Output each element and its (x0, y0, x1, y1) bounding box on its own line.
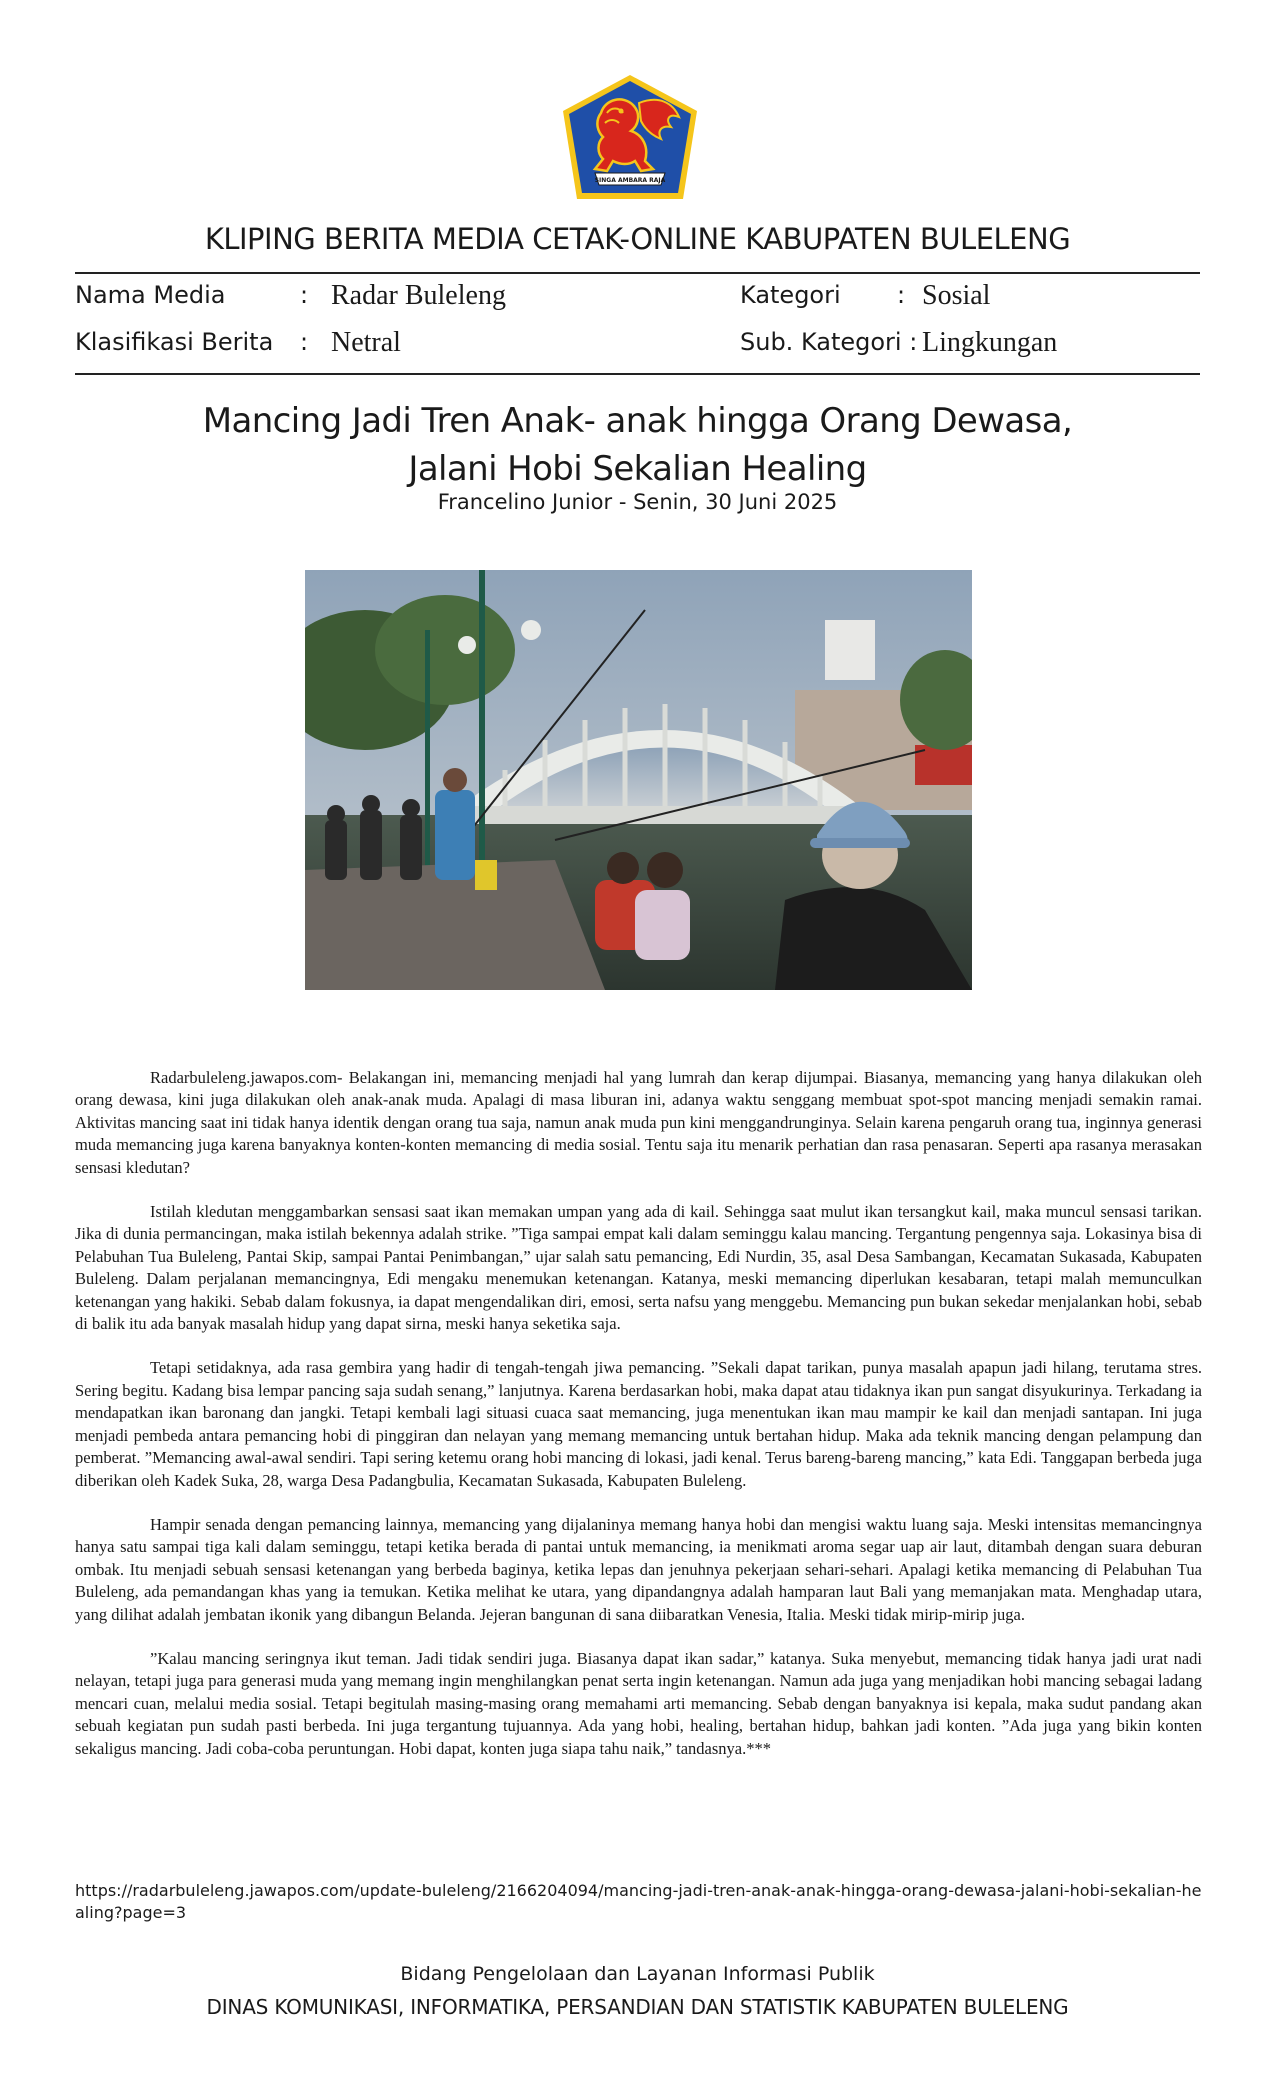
klasifikasi-value: Netral (331, 327, 401, 358)
klasifikasi-colon: : (300, 328, 309, 356)
footer-agency: DINAS KOMUNIKASI, INFORMATIKA, PERSANDIAN DAN STATISTIK KABUPATEN BULELENG (206, 1995, 1069, 2019)
article-paragraph: Tetapi setidaknya, ada rasa gembira yang hadir di tengah-tengah jiwa pemancing. ”Sekali dapat tarikan, punya masalah apapun jadi hilang, terutama stres. Sering begitu. Kadang bisa lempar pancing saja sudah senang,” lanjutnya. Karena berdasarkan hobi, maka dapat atau tidaknya ikan pun sangat disyukurinya. Terkadang ia mendapatkan ikan baronang dan jangki. Tetapi kembali lagi situasi cuaca saat memancing, juga menentukan ikan mau mampir ke kail dan menjadi santapan. Ini juga menjadi pembeda antara pemancing hobi di pinggiran dan nelayan yang memang memancing untuk bertahan hidup. Maka ada teknik mancing dengan pelampung dan pemberat. ”Memancing awal-awal sendiri. Tapi sering ketemu orang hobi mancing di lokasi, jadi kenal. Terus bareng-bareng mancing,” kata Edi. Tanggapan berbeda juga diberikan oleh Kadek Suka, 28, warga Desa Padangbulia, Kecamatan Sukasada, Kabupaten Buleleng. (75, 1358, 1202, 1490)
headline-line-1: Mancing Jadi Tren Anak- anak hingga Orang Dewasa, (202, 401, 1073, 441)
klasifikasi-label: Klasifikasi Berita (75, 328, 274, 356)
header-divider-top (75, 272, 1200, 274)
article-headline (0, 397, 1275, 493)
headline-line-2: Jalani Hobi Sekalian Healing (408, 449, 867, 489)
subkategori-label: Sub. Kategori : (740, 328, 918, 356)
header-divider-bottom (75, 373, 1200, 375)
buleleng-coat-of-arms-logo (561, 73, 699, 201)
media-label: Nama Media (75, 281, 226, 309)
article-paragraph: Istilah kledutan menggambarkan sensasi saat ikan memakan umpan yang ada di kail. Sehingga saat mulut ikan tersangkut kail, maka muncul sensasi tarikan. Jika di dunia permancingan, maka istilah bekennya adalah strike. ”Tiga sampai empat kali dalam seminggu kalau mancing. Tergantung pengennya saja. Lokasinya bisa di Pelabuhan Tua Buleleng, Pantai Skip, sampai Pantai Penimbangan,” ujar salah satu pemancing, Edi Nurdin, 35, asal Desa Sambangan, Kecamatan Sukasada, Kabupaten Buleleng. Dalam perjalanan memancingnya, Edi mengaku menemukan ketenangan. Katanya, meski memancing diperlukan kesabaran, tetapi malah memunculkan ketenangan yang hakiki. Sebab dalam fokusnya, ia dapat mengendalikan diri, emosi, serta nafsu yang menggebu. Memancing pun bukan sekedar menjalankan hobi, sebab di balik itu ada banyak masalah hidup yang dapat sirna, meski hanya seketika saja. (75, 1202, 1202, 1334)
kategori-colon: : (897, 281, 906, 309)
source-url-link[interactable]: https://radarbuleleng.jawapos.com/update-buleleng/2166204094/mancing-jadi-tren-anak-anak-hingga-orang-dewasa-jalani-hobi-sekalian-healing?page=3 (75, 1881, 1202, 1922)
logo-motto: SINGA AMBARA RAJA (594, 177, 666, 184)
document-header-title: KLIPING BERITA MEDIA CETAK-ONLINE KABUPATEN BULELENG (204, 222, 1071, 256)
article-body (75, 1067, 1202, 1782)
subkategori-value: Lingkungan (922, 327, 1058, 358)
article-paragraph: Radarbuleleng.jawapos.com- Belakangan ini, memancing menjadi hal yang lumrah dan kerap dijumpai. Biasanya, memancing yang hanya dilakukan oleh orang dewasa, kini juga dilakukan oleh anak-anak muda. Apalagi di masa liburan ini, adanya waktu senggang membuat spot-spot mancing menjadi semakin ramai. Aktivitas mancing saat ini tidak hanya identik dengan orang tua saja, namun anak muda pun kini menggandrunginya. Selain karena pengaruh orang tua, inginnya generasi muda memancing juga karena banyaknya konten-konten memancing di media sosial. Tentu saja itu menarik perhatian dan rasa penasaran. Seperti apa rasanya merasakan sensasi kledutan? (75, 1068, 1202, 1177)
kategori-value: Sosial (922, 280, 991, 311)
kategori-label: Kategori (740, 281, 841, 309)
article-photo (305, 570, 972, 990)
article-byline: Francelino Junior - Senin, 30 Juni 2025 (437, 490, 838, 514)
media-value: Radar Buleleng (331, 280, 506, 311)
footer-department: Bidang Pengelolaan dan Layanan Informasi Publik (400, 1963, 875, 1985)
media-colon: : (300, 281, 309, 309)
article-paragraph: ”Kalau mancing seringnya ikut teman. Jadi tidak sendiri juga. Biasanya dapat ikan sadar,” katanya. Suka menyebut, memancing tidak hanya jadi urat nadi nelayan, tetapi juga para generasi muda yang memang ingin menghilangkan penat serta ingin ketenangan. Namun ada juga yang menjadikan hobi mancing sebagai ladang mencari cuan, melalui media sosial. Tetapi begitulah masing-masing orang memahami arti memancing. Sebab dengan banyaknya isi kepala, maka sudut pandang akan sebuah kegiatan pun sudah pasti berbeda. Ini juga tergantung tujuannya. Ada yang hobi, healing, bertahan hidup, bahkan jadi konten. ”Ada juga yang bikin konten sekaligus mancing. Jadi coba-coba peruntungan. Hobi dapat, konten juga siapa tahu naik,” tandasnya.*** (75, 1648, 1202, 1758)
article-paragraph: Hampir senada dengan pemancing lainnya, memancing yang dijalaninya memang hanya hobi dan mengisi waktu luang saja. Meski intensitas memancingnya hanya satu sampai tiga kali dalam seminggu, tetapi ketika berada di pantai untuk memancing, ia menikmati aroma segar uap air laut, ditambah dengan suara deburan ombak. Itu menjadi sebuah sensasi ketenangan yang berbeda baginya, ketika lepas dan jenuhnya pekerjaan sehari-sehari. Apalagi ketika memancing di Pelabuhan Tua Buleleng, ada pemandangan khas yang ia temukan. Ketika melihat ke utara, yang dipandangnya adalah hamparan laut Bali yang memanjakan mata. Menghadap utara, yang dilihat adalah jembatan ikonik yang dibangun Belanda. Jejeran bangunan di sana diibaratkan Venesia, Italia. Meski tidak mirip-mirip juga. (75, 1514, 1202, 1624)
